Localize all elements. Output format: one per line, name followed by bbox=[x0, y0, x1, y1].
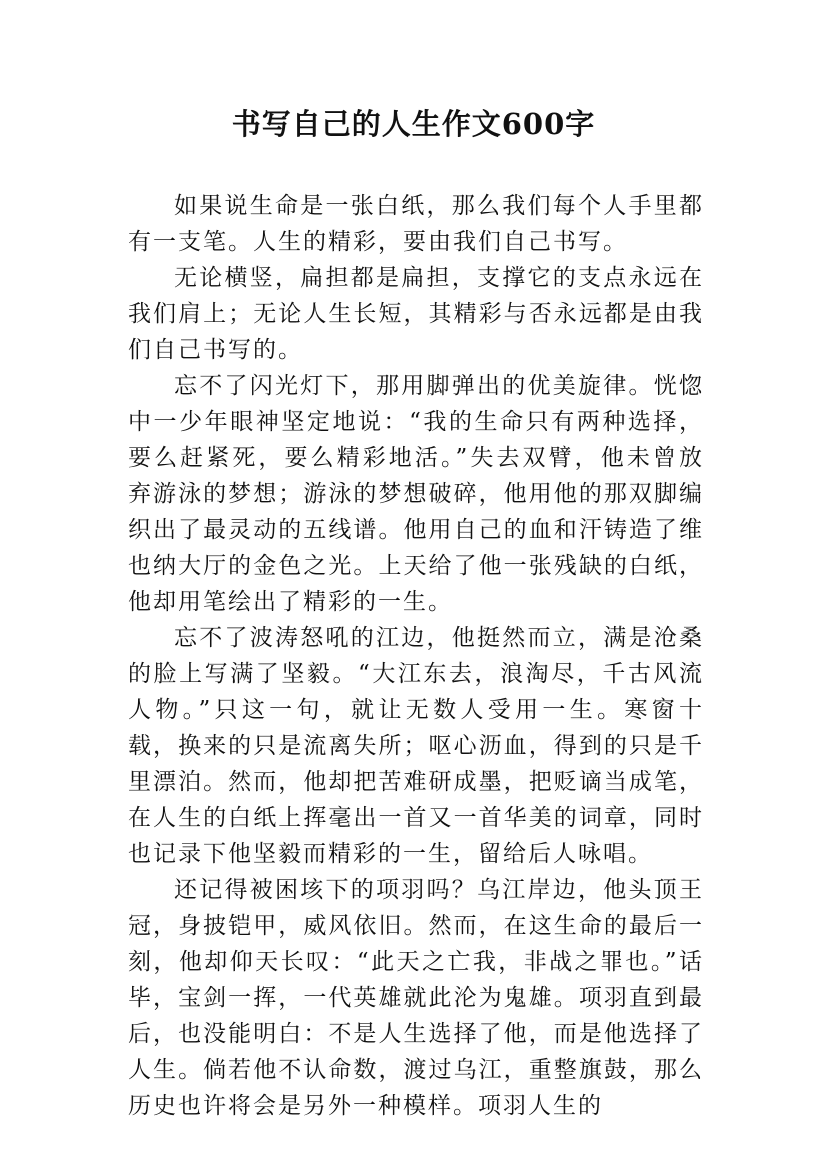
paragraph: 无论横竖，扁担都是扁担，支撑它的支点永远在我们肩上；无论人生长短，其精彩与否永远都是由我们自己书写的。 bbox=[128, 265, 704, 363]
paragraph: 忘不了波涛怒吼的江边，他挺然而立，满是沧桑的脸上写满了坚毅。“大江东去，浪淘尽，千古风流人物。”只这一句，就让无数人受用一生。寒窗十载，换来的只是流离失所；呕心沥血，得到的只是千里漂泊。然而，他却把苦难研成墨，把贬谪当成笔，在人生的白纸上挥毫出一首又一首华美的词章，同时也记录下他坚毅而精彩的一生，留给后人咏唱。 bbox=[128, 625, 704, 867]
paragraph: 还记得被困垓下的项羽吗？乌江岸边，他头顶王冠，身披铠甲，威风依旧。然而，在这生命的最后一刻，他却仰天长叹：“此天之亡我，非战之罪也。”话毕，宝剑一挥，一代英雄就此沦为鬼雄。项羽直到最后，也没能明白：不是人生选择了他，而是他选择了人生。倘若他不认命数，渡过乌江，重整旗鼓，那么历史也许将会是另外一种模样。项羽人生的 bbox=[128, 877, 704, 1119]
document-title: 书写自己的人生作文600字 bbox=[231, 107, 596, 141]
document-body bbox=[128, 188, 704, 1124]
paragraph: 忘不了闪光灯下，那用脚弹出的优美旋律。恍惚中一少年眼神坚定地说：“我的生命只有两种选择，要么赶紧死，要么精彩地活。”失去双臂，他未曾放弃游泳的梦想；游泳的梦想破碎，他用他的那双脚编织出了最灵动的五线谱。他用自己的血和汗铸造了维也纳大厅的金色之光。上天给了他一张残缺的白纸，他却用笔绘出了精彩的一生。 bbox=[128, 373, 704, 615]
paragraph: 如果说生命是一张白纸，那么我们每个人手里都有一支笔。人生的精彩，要由我们自己书写。 bbox=[128, 193, 704, 255]
